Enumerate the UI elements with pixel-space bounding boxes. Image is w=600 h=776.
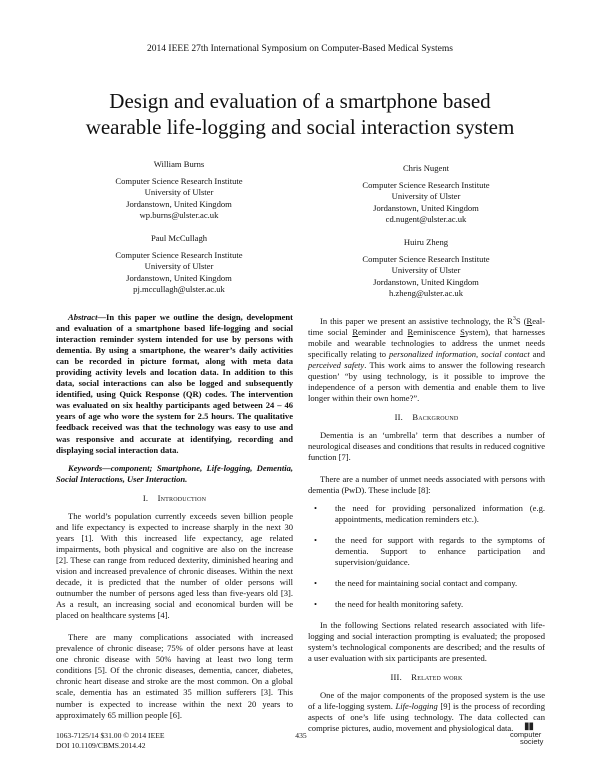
underlined-letter: S (460, 326, 465, 337)
author-institute: Computer Science Research Institute (362, 180, 490, 191)
author-university: University of Ulster (391, 265, 461, 276)
list-item-text: the need for maintaining social contact and company. (335, 577, 518, 588)
author-name: William Burns (153, 159, 205, 169)
underlined-letter: R (407, 326, 414, 337)
italic-term: perceived safety (308, 360, 365, 371)
keywords-text: component; Smartphone, Life-logging, Dementia, Social Interactions, User Interaction. (56, 462, 293, 484)
section-number: III. (390, 672, 402, 683)
intro-paragraph-2: There are many complications associated with increased prevalence of chronic disease; 75% of older persons have at least one chronic disease with 50% having at least two long term conditions [5]. Of the chronic diseases, dementia, cancer, diabetes, chronic heart disease and stroke are the most common. On a global scale, dementia has an estimated 35 million sufferers [3]. This number is expected to increase within the next 20 years to approximately 65 million people [6]. (56, 632, 293, 720)
bullet-icon: • (314, 577, 317, 588)
author-name: Chris Nugent (402, 163, 450, 173)
footer-doi: DOI 10.1109/CBMS.2014.42 (56, 741, 146, 750)
computer-society-logo (510, 723, 543, 746)
text-run: eminder and (358, 326, 408, 337)
italic-term: personalized information (389, 348, 477, 359)
section-title: Related work (411, 672, 463, 683)
section-heading-introduction (56, 493, 293, 504)
left-column (56, 312, 293, 721)
conference-header: 2014 IEEE 27th International Symposium on Computer-Based Medical Systems (147, 44, 453, 54)
text-run: , (476, 348, 482, 359)
author-block-mccullagh (84, 233, 274, 295)
author-university: University of Ulster (391, 191, 461, 202)
footer-copyright (56, 731, 165, 751)
bullet-icon: • (314, 534, 317, 545)
text-run: eminiscence (413, 326, 461, 337)
italic-term: social contact (481, 348, 530, 359)
background-paragraph-3: In the following Sections related research associated with life-logging and social interaction prompting is evaluated; the proposed system’s technological components are described; and the results of a user evaluation with six participants are presented. (308, 619, 545, 663)
abstract-label: Abstract (68, 312, 98, 322)
text-run: S ( (515, 315, 527, 326)
logo-mark-icon: ▮▮ (524, 721, 534, 732)
background-paragraph-1: Dementia is an ‘umbrella’ term that describes a number of neurological diseases and conditions that results in reduced cognitive function [7]. (308, 430, 545, 463)
logo-text-computer: computer (510, 729, 542, 739)
author-location: Jordanstown, United Kingdom (373, 202, 479, 213)
abstract-paragraph (56, 312, 293, 456)
list-item-text: the need for support with regards to the symptoms of dementia. Support to enhance participation and supervision/guidance. (335, 534, 545, 567)
bullet-icon: • (314, 502, 317, 513)
section-title: Background (412, 412, 459, 423)
author-name: Huiru Zheng (403, 237, 449, 247)
author-institute: Computer Science Research Institute (115, 250, 243, 261)
bullet-icon: • (314, 598, 317, 609)
list-item (308, 503, 545, 525)
list-item (308, 578, 545, 589)
background-paragraph-2: There are a number of unmet needs associated with persons with dementia (PwD). These include [8]: (308, 474, 545, 496)
list-item (308, 535, 545, 568)
text-run: eal-time social (308, 315, 545, 337)
author-block-burns (84, 159, 274, 221)
text-run: . This work aims to answer the following research question’ “by using technology, is it possible to improve the independence of a person with dementia and enable them to live longer within their own home?”. (308, 360, 545, 404)
footer-issn: 1063-7125/14 $31.00 © 2014 IEEE (56, 731, 165, 740)
superscript: 3 (512, 316, 516, 322)
text-run: One of the major components of the proposed system is the use of a life-logging system. (308, 690, 545, 712)
keywords-paragraph (56, 463, 293, 485)
author-location: Jordanstown, United Kingdom (126, 272, 232, 283)
paper-title (40, 88, 560, 140)
author-university: University of Ulster (144, 187, 214, 198)
title-line-1: Design and evaluation of a smartphone based (109, 89, 491, 113)
underlined-letter: R (526, 315, 533, 326)
author-name: Paul McCullagh (150, 233, 208, 243)
intro-paragraph-3 (308, 314, 545, 404)
unmet-needs-list (308, 503, 545, 610)
text-run: In this paper we present an assistive technology, the R (320, 315, 513, 326)
list-item-text: the need for health monitoring safety. (335, 598, 464, 609)
section-heading-background (308, 412, 545, 423)
title-line-2: wearable life-logging and social interaction system (85, 115, 515, 139)
abstract-text: —In this paper we outline the design, development and evaluation of a smartphone based life-logging and social interaction reminder system intended for use by persons with dementia. By using a smartphone, the wearer’s daily activities can be recorded in picture format, along with meta data providing activity levels and location data. In addition to this data, social interactions can also be logged and subsequently identified, using Quick Response (QR) codes. The intervention was evaluated on six healthy participants aged between 24 – 46 years of age who wore the system for 2.5 hours. The qualitative feedback received was that the technology was easy to use and was responsive and accurate at identifying, recording and displaying social interaction data. (56, 312, 293, 455)
author-email: cd.nugent@ulster.ac.uk (385, 213, 467, 224)
list-item-text: the need for providing personalized information (e.g. appointments, medication reminders etc.). (335, 502, 545, 524)
text-run: [9] is the process of recording aspects of one’s life using technology. The data collected can comprise pictures, audio, movement and physiological data. (308, 701, 545, 734)
author-email: h.zheng@ulster.ac.uk (388, 287, 464, 298)
underlined-letter: R (352, 326, 359, 337)
author-institute: Computer Science Research Institute (362, 254, 490, 265)
text-run: ystem), that harnesses mobile and wearable technologies to address the unmet needs specifically relating to (308, 326, 545, 359)
intro-paragraph-1: The world’s population currently exceeds seven billion people and life expectancy is expected to increase sharply in the next 30 years [1]. With this increased life expectancy, age related impairments, both physical and cognitive are also on the increase [2]. These can range from reduced dexterity, diminished hearing and vision and increased prevalence of chronic diseases. Within the next decade, it is predicted that the number of older persons will outnumber the number of persons aged less than five-years old [3]. As a result, an increasing social and economical burden will be placed on healthcare systems [4]. (56, 510, 293, 621)
logo-text-society: society (520, 737, 544, 746)
author-block-nugent (331, 163, 521, 225)
section-number: II. (394, 412, 404, 423)
section-number: I. (142, 492, 149, 503)
italic-term: Life-logging (395, 701, 438, 712)
author-location: Jordanstown, United Kingdom (373, 276, 479, 287)
author-email: wp.burns@ulster.ac.uk (139, 209, 219, 220)
section-title: Introduction (157, 492, 207, 503)
list-item (308, 599, 545, 610)
author-location: Jordanstown, United Kingdom (126, 198, 232, 209)
text-run: and (529, 348, 546, 359)
author-institute: Computer Science Research Institute (115, 176, 243, 187)
author-block-zheng (331, 237, 521, 299)
right-column (308, 314, 545, 734)
author-email: pj.mccullagh@ulster.ac.uk (133, 283, 225, 294)
page-number: 435 (295, 731, 307, 740)
author-university: University of Ulster (144, 261, 214, 272)
section-heading-related-work (308, 672, 545, 683)
keywords-label: Keywords— (68, 462, 111, 473)
